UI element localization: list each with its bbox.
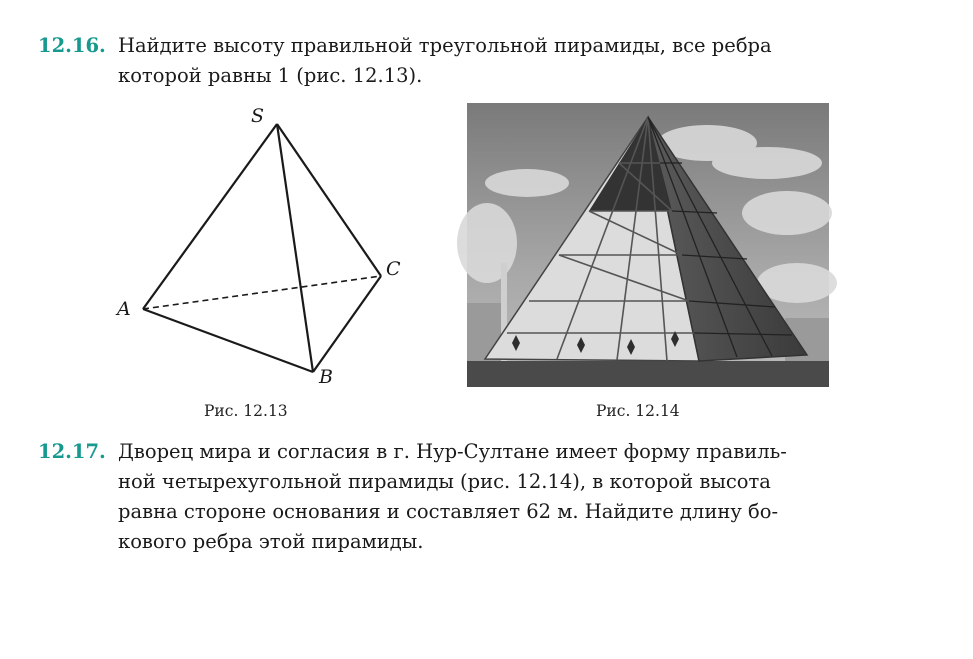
edge-sb — [277, 124, 313, 372]
pyramid-photo — [467, 103, 829, 387]
problem-line: равна стороне основания и составляет 62 м. Найдите длину бо- — [118, 500, 779, 523]
problem-number: 12.17. — [38, 440, 106, 463]
problem-line: Найдите высоту правильной треугольной пирамиды, все ребра — [118, 34, 772, 57]
problem-text — [118, 31, 772, 91]
vertex-label-s: S — [251, 105, 265, 127]
problem-number: 12.16. — [38, 34, 106, 57]
problem-line: Дворец мира и согласия в г. Нур-Султане имеет форму правиль- — [118, 440, 787, 463]
ground — [467, 361, 829, 387]
edge-ab — [143, 309, 313, 372]
figure-caption: Рис. 12.14 — [596, 402, 680, 420]
edge-ac-hidden — [143, 276, 381, 309]
problem-text — [118, 437, 787, 557]
edge-sa — [143, 124, 277, 309]
problem-12-17 — [38, 437, 918, 562]
vertex-label-a: A — [117, 298, 131, 320]
problem-line: ной четырехугольной пирамиды (рис. 12.14), в которой высота — [118, 470, 771, 493]
vertex-label-b: B — [319, 366, 333, 388]
problem-12-16 — [38, 31, 918, 93]
tetrahedron-figure — [105, 100, 405, 390]
figure-caption: Рис. 12.13 — [204, 402, 288, 420]
problem-line: которой равны 1 (рис. 12.13). — [118, 64, 423, 87]
problem-line: кового ребра этой пирамиды. — [118, 530, 424, 553]
vertex-label-c: C — [386, 258, 401, 280]
edge-sc — [277, 124, 381, 276]
edge-bc — [313, 276, 381, 372]
